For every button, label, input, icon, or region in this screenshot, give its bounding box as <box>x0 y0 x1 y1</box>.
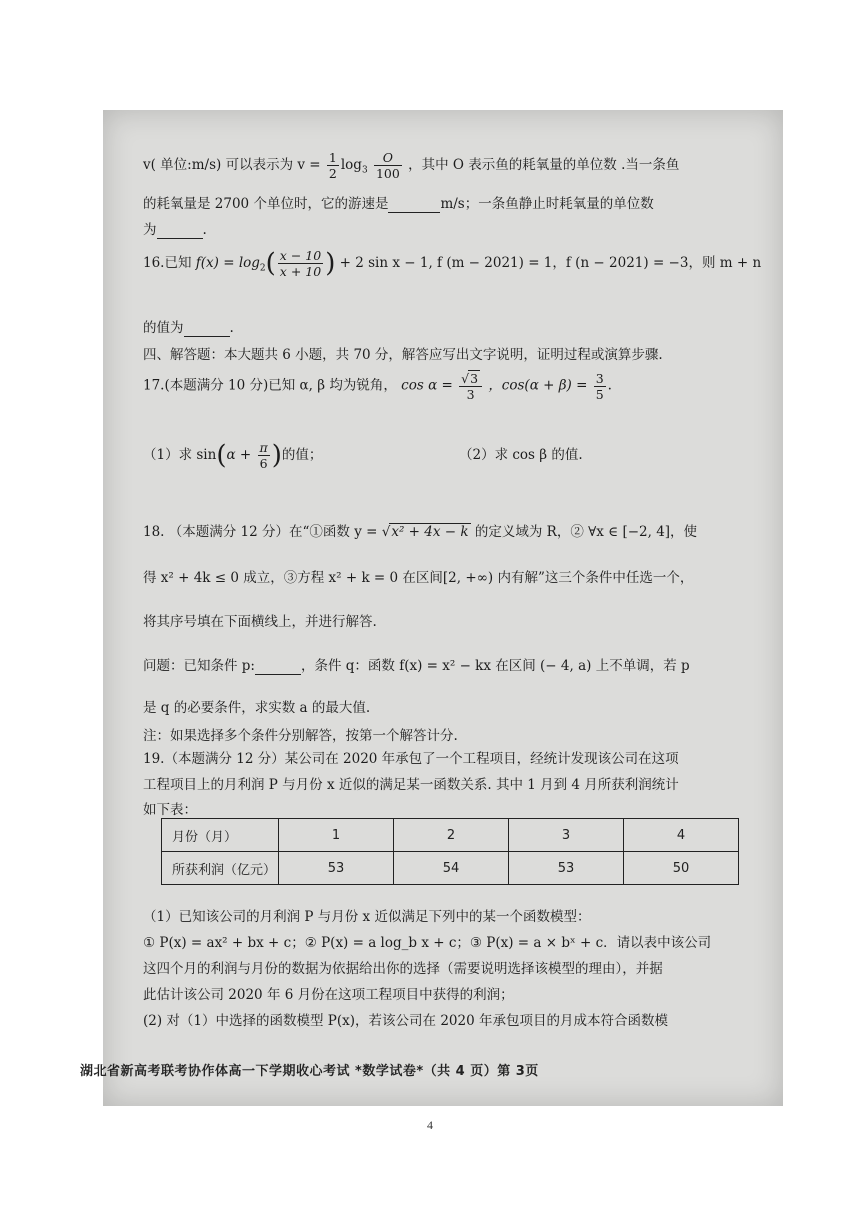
table-cell: 54 <box>394 852 509 885</box>
q15-line2-text-a: 的耗氧量是 2700 个单位时，它的游速是 <box>143 196 389 212</box>
q18-sqrt-expression: x² + 4x − k <box>391 524 469 540</box>
q16-numerator: x − 10 <box>279 248 322 263</box>
q18-line5: 是 q 的必要条件，求实数 a 的最大值. <box>143 700 371 716</box>
q18-line3: 将其序号填在下面横线上，并进行解答. <box>143 614 377 630</box>
q18-line1-a: 18. （本题满分 12 分）在“①函数 y = <box>143 524 378 540</box>
table-header-profit: 所获利润（亿元） <box>162 852 279 885</box>
q16-line2-end: . <box>229 320 234 336</box>
q19-part1-line1: （1）已知该公司的月利润 P 与月份 x 近似满足下列中的某一个函数模型： <box>143 909 591 925</box>
q16-prefix: 16.已知 <box>143 255 192 271</box>
q17-pi-fraction <box>258 440 270 471</box>
q16-log-base: 2 <box>259 263 266 274</box>
q19-part1-line3: 这四个月的利润与月份的数据为依据给出你的选择（需要说明选择该模型的理由），并据 <box>143 961 663 977</box>
q15-line3-text-b: . <box>202 222 207 238</box>
q18-line4-b: ，条件 q：函数 f(x) = x² − kx 在区间 (− 4, a) 上不单调，若 p <box>300 658 690 674</box>
q15-line2 <box>143 192 654 213</box>
q16-function: f(x) = log <box>195 255 260 271</box>
o-denominator: 100 <box>375 166 400 181</box>
q15-o-fraction <box>374 150 402 181</box>
table-cell: 3 <box>509 819 624 852</box>
q17-part1-prefix: （1）求 sin <box>143 447 217 463</box>
page-number: 4 <box>427 1118 433 1132</box>
profit-table <box>161 818 739 885</box>
q16-line2 <box>143 316 234 337</box>
q17-num2: 3 <box>595 370 604 386</box>
q18-line1: 18. （本题满分 12 分）在“①函数 y = √x² + 4x − k 的定义域为 R，② ∀x ∈ [−2, 4]，使 <box>143 524 698 540</box>
q18-line4 <box>143 654 690 675</box>
q19-part1-line4: 此估计该公司 2020 年 6 月份在这项工程项目中获得的利润； <box>143 987 514 1003</box>
table-cell: 2 <box>394 819 509 852</box>
q18-line1-b: 的定义域为 R，② ∀x ∈ [−2, 4]，使 <box>474 524 698 540</box>
table-header-month: 月份（月） <box>162 819 279 852</box>
exam-footer: 湖北省新高考联考协作体高一下学期收心考试 *数学试卷*（共 4 页）第 3页 <box>80 1064 539 1079</box>
q19-line2: 工程项目上的月利润 P 与月份 x 近似的满足某一函数关系. 其中 1 月到 4 月所获利润统计 <box>143 777 679 793</box>
q16-line2-text: 的值为 <box>143 320 184 336</box>
table-cell: 53 <box>279 852 394 885</box>
q15-line1 <box>143 150 679 181</box>
q17-fraction-2 <box>594 371 606 402</box>
q15-line2-text-b: m/s；一条鱼静止时耗氧量的单位数 <box>440 196 654 212</box>
answer-blank <box>184 320 230 337</box>
q16-fraction <box>278 248 323 279</box>
q17-end: . <box>607 377 612 394</box>
section-heading: 四、解答题：本大题共 6 小题，共 70 分，解答应写出文字说明，证明过程或演算步骤. <box>143 347 663 363</box>
table-cell: 53 <box>509 852 624 885</box>
q17-part1-suffix: 的值； <box>281 447 323 463</box>
log-base: 3 <box>361 165 368 176</box>
half-numerator: 1 <box>328 150 337 165</box>
table-cell: 1 <box>279 819 394 852</box>
sqrt-three: 3 <box>470 371 479 386</box>
q16-denominator: x + 10 <box>279 264 322 279</box>
q17-den1: 3 <box>466 387 475 402</box>
q15-text-b: ，其中 O 表示鱼的耗氧量的单位数 .当一条鱼 <box>408 157 680 173</box>
q18-line4-a: 问题：已知条件 p: <box>143 658 255 674</box>
q15-half-fraction <box>327 150 339 181</box>
q19-part1-line2: ① P(x) = ax² + bx + c；② P(x) = a log_b x + c；③ P(x) = a × bˣ + c．请以表中该公司 <box>143 935 712 951</box>
half-denominator: 2 <box>328 166 337 181</box>
q19-line3: 如下表： <box>143 802 197 818</box>
q15-line3-text-a: 为 <box>143 222 157 238</box>
q18-note: 注：如果选择多个条件分别解答，按第一个解答计分. <box>143 728 458 744</box>
q17-prefix: 17.(本题满分 10 分)已知 α, β 均为锐角， <box>143 377 397 394</box>
q16-conditions: + 2 sin x − 1, f (m − 2021) = 1，f (n − 2021) = −3，则 m + n <box>339 255 762 271</box>
table-cell: 4 <box>624 819 739 852</box>
q15-text-a: v( 单位:m/s) 可以表示为 v = <box>143 157 321 173</box>
q17-fraction-1: $\frac{√3}{3}$ <box>459 370 482 402</box>
q17-cos-sum: ，cos(α + β) = <box>488 377 588 394</box>
pi-denominator: 6 <box>259 456 268 471</box>
table-row <box>162 852 739 885</box>
q17-part1-inner: α + <box>226 447 252 463</box>
q16-line1: 16.已知 $f(x) = \log_2$( $\frac{x - 10}{x + 10}$ ) + 2 sin x − 1, f (m − 2021) = 1，f (n − 2021) = −3，则 m + n <box>143 248 762 279</box>
o-numerator: O <box>374 150 402 166</box>
q17-parts: （1）求 sin(α + $\frac{\pi}{6}$ )的值； （2）求 cos β 的值. <box>143 440 583 471</box>
q17-line1 <box>143 370 612 402</box>
q18-line2: 得 x² + 4k ≤ 0 成立，③方程 x² + k = 0 在区间[2, +∞) 内有解”这三个条件中任选一个， <box>143 570 694 586</box>
answer-blank <box>255 658 301 675</box>
q19-line1: 19.（本题满分 12 分）某公司在 2020 年承包了一个工程项目，经统计发现该公司在这项 <box>143 751 679 767</box>
q17-part2: （2）求 cos β 的值. <box>458 447 583 463</box>
log-text: log <box>340 157 362 173</box>
q17-den2: 5 <box>595 386 604 402</box>
table-cell: 50 <box>624 852 739 885</box>
answer-blank <box>157 222 203 239</box>
pi-numerator: π <box>259 440 268 455</box>
q17-cos-alpha: cos α = <box>401 377 453 394</box>
answer-blank <box>388 196 440 213</box>
q15-line3 <box>143 218 207 239</box>
table-row <box>162 819 739 852</box>
q19-part2-line1: (2) 对（1）中选择的函数模型 P(x)，若该公司在 2020 年承包项目的月成本符合函数模 <box>143 1013 668 1029</box>
